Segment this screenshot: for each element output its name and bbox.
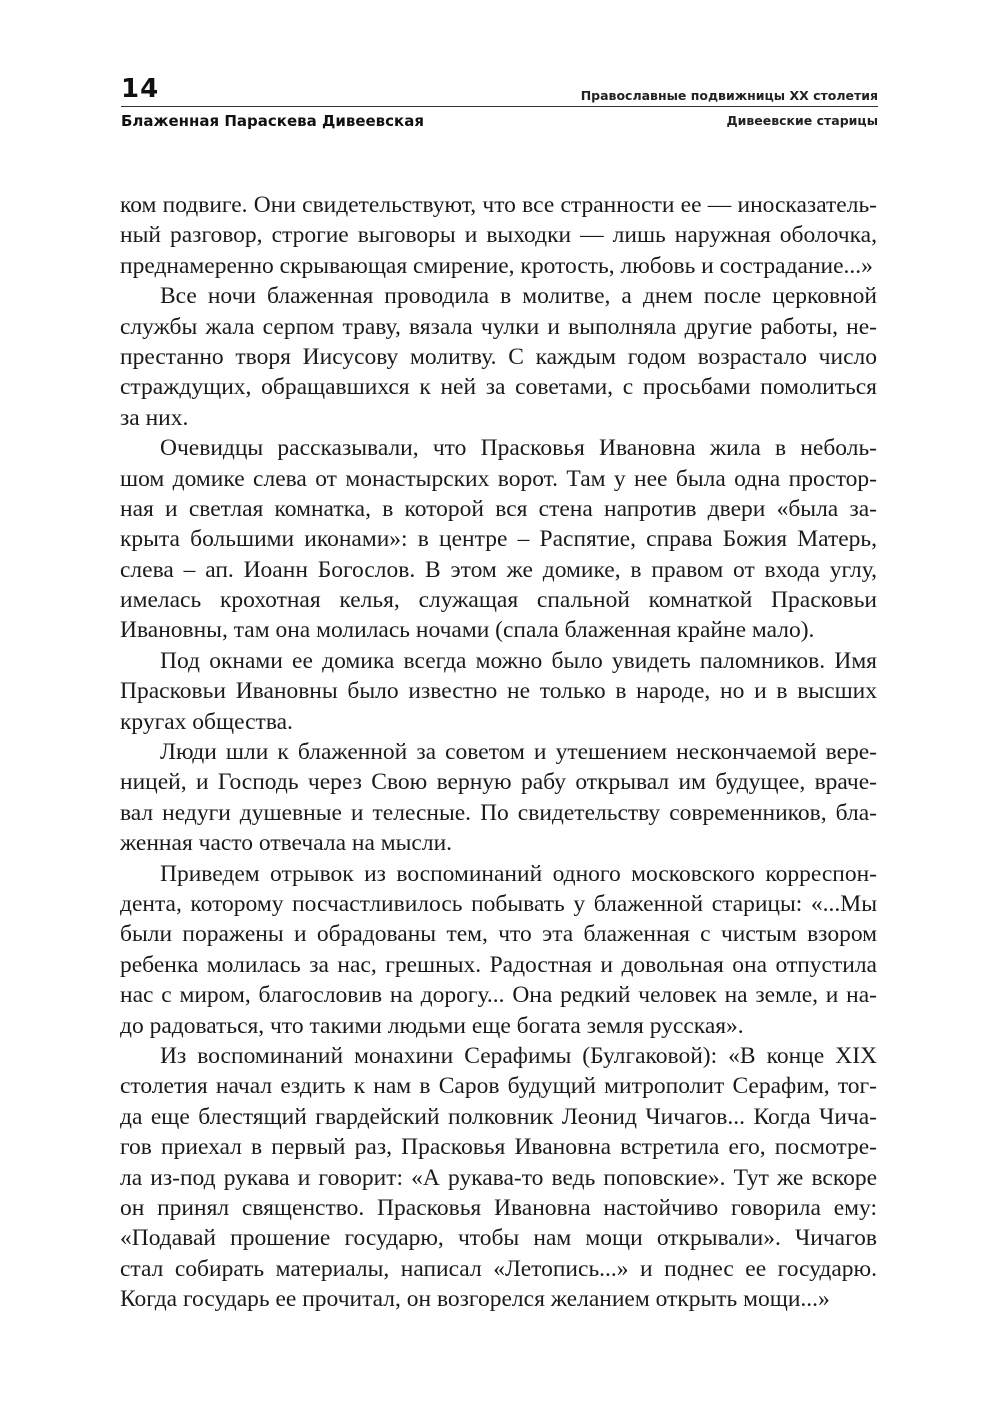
- text-line: были поражены и обрадованы тем, что эта блаженная с чистым взором: [120, 921, 877, 948]
- text-line: женная часто отвечала на мысли.: [120, 830, 453, 857]
- section-title: Дивеевские старицы: [726, 113, 878, 128]
- text-line: Когда государь ее прочитал, он возгорелся желанием открыть мощи...»: [120, 1286, 830, 1313]
- text-line: страждущих, обращавшихся к ней за советами, с просьбами помолиться: [120, 374, 877, 401]
- text-line: Прасковьи Ивановны было известно не только в народе, но и в высших: [120, 678, 877, 705]
- text-line: стал собирать материалы, написал «Летопись...» и поднес ее государю.: [120, 1255, 877, 1282]
- text-line: Приведем отрывок из воспоминаний одного московского корреспон-: [160, 860, 877, 887]
- text-line: Из воспоминаний монахини Серафимы (Булгаковой): «В конце XIX: [160, 1042, 877, 1069]
- text-line: ла из-под рукава и говорит: «А рукава-то ведь поповские». Тут же вскоре: [120, 1164, 877, 1191]
- text-line: столетия начал ездить к нам в Саров будущий митрополит Серафим, тог-: [120, 1073, 877, 1100]
- text-line: крыта большими иконами»: в центре – Распятие, справа Божия Матерь,: [120, 526, 877, 553]
- body-text: [120, 190, 877, 1314]
- text-line: вал недуги душевные и телесные. По свидетельству современников, бла-: [120, 799, 877, 826]
- text-line: Ивановны, там она молилась ночами (спала блаженная крайне мало).: [120, 617, 815, 644]
- text-line: кругах общества.: [120, 708, 293, 735]
- text-line: ная и светлая комнатка, в которой вся стена напротив двери «была за-: [120, 495, 877, 522]
- text-line: да еще блестящий гвардейский полковник Леонид Чичагов... Когда Чича-: [120, 1103, 877, 1130]
- text-line: гов приехал в первый раз, Прасковья Ивановна встретила его, посмотре-: [120, 1134, 877, 1161]
- text-line: Очевидцы рассказывали, что Прасковья Ивановна жила в неболь-: [160, 435, 877, 462]
- text-line: до радоваться, что такими людьми еще богата земля русская».: [120, 1012, 744, 1039]
- header-rule: [121, 106, 878, 107]
- text-line: имелась крохотная келья, служащая спальной комнаткой Прасковьи: [120, 587, 877, 614]
- text-line: «Подавай прошение государю, чтобы нам мощи открывали». Чичагов: [120, 1225, 877, 1252]
- text-line: преднамеренно скрывающая смирение, кротость, любовь и сострадание...»: [120, 252, 873, 279]
- text-line: Все ночи блаженная проводила в молитве, а днем после церковной: [160, 283, 877, 310]
- text-line: слева – ап. Иоанн Богослов. В этом же домике, в правом от входа углу,: [120, 556, 877, 583]
- text-line: ницей, и Господь через Свою верную рабу открывал им будущее, враче-: [120, 769, 877, 796]
- text-line: Под окнами ее домика всегда можно было увидеть паломников. Имя: [160, 647, 877, 674]
- text-line: нас с миром, благословив на дорогу... Она редкий человек на земле, и на-: [120, 982, 877, 1009]
- chapter-title: Блаженная Параскева Дивеевская: [121, 112, 424, 130]
- text-line: престанно творя Иисусову молитву. С каждым годом возрастало число: [120, 343, 877, 370]
- page-number: 14: [121, 74, 160, 104]
- series-title: Православные подвижницы ХХ столетия: [580, 88, 878, 103]
- text-line: он принял священство. Прасковья Ивановна настойчиво говорила ему:: [120, 1194, 877, 1221]
- text-line: ребенка молилась за нас, грешных. Радостная и довольная она отпустила: [120, 951, 877, 978]
- text-line: за них.: [120, 404, 189, 431]
- text-line: дента, которому посчастливилось побывать у блаженной старицы: «...Мы: [120, 890, 877, 917]
- text-line: Люди шли к блаженной за советом и утешением нескончаемой вере-: [160, 739, 877, 766]
- text-line: службы жала серпом траву, вязала чулки и выполняла другие работы, не-: [120, 313, 877, 340]
- text-line: шом домике слева от монастырских ворот. Там у нее была одна простор-: [120, 465, 877, 492]
- text-line: ком подвиге. Они свидетельствуют, что все странности ее — иносказатель-: [120, 192, 877, 218]
- text-line: ный разговор, строгие выговоры и выходки — лишь наружная оболочка,: [120, 222, 877, 249]
